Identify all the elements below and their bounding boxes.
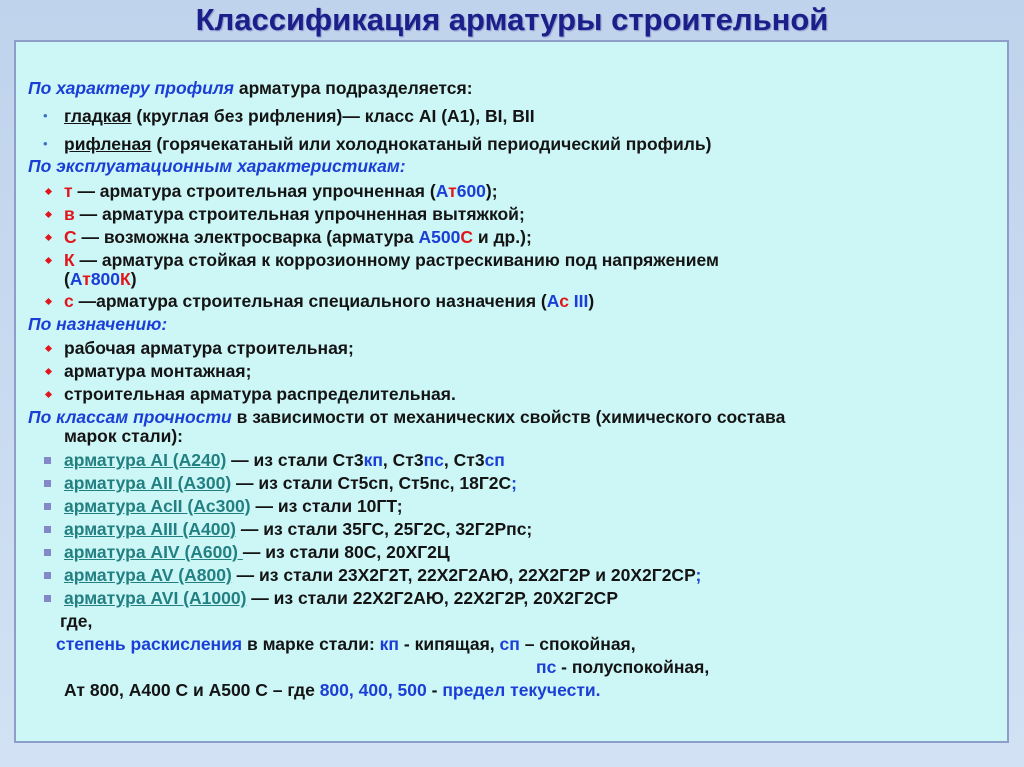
- list-item: арматура AIII (A400) — из стали 35ГС, 25Г2С, 32Г2Рпс;: [64, 519, 533, 539]
- note-deoxidation: степень раскисления в марке стали: кп - кипящая, сп – спокойная,: [56, 634, 636, 654]
- page-title: Классификация арматуры строительной: [195, 2, 829, 37]
- list-item: арматура AIV (A600) — из стали 80С, 20ХГ2Ц: [64, 542, 450, 562]
- bullet-square-icon: [44, 480, 51, 487]
- bullet-square-icon: [44, 457, 51, 464]
- bullet-diamond-icon: [45, 298, 52, 305]
- note-semikilled: пс - полуспокойная,: [536, 657, 710, 677]
- list-item: К — арматура стойкая к коррозионному растрескиванию под напряжением: [64, 250, 719, 270]
- bullet-diamond-icon: [45, 234, 52, 241]
- list-item: в — арматура строительная упрочненная вытяжкой;: [64, 204, 525, 224]
- class-link[interactable]: арматура AIII (A400): [64, 519, 237, 539]
- profile-heading: По характеру профиля арматура подразделяется:: [28, 78, 473, 98]
- list-item: строительная арматура распределительная.: [64, 384, 456, 404]
- list-item: гладкая (круглая без рифления)— класс AI (A1), BI, BII: [64, 106, 535, 126]
- note-where: где,: [60, 611, 93, 631]
- bullet-diamond-icon: [45, 345, 52, 352]
- bullet-diamond-icon: [45, 188, 52, 195]
- list-item: С — возможна электросварка (арматура А500С и др.);: [64, 227, 532, 247]
- bullet-dot-icon: •: [43, 136, 48, 151]
- bullet-diamond-icon: [45, 257, 52, 264]
- purpose-heading: По назначению:: [28, 314, 168, 334]
- bullet-square-icon: [44, 595, 51, 602]
- bullet-diamond-icon: [45, 211, 52, 218]
- bullet-square-icon: [44, 526, 51, 533]
- list-item: рифленая (горячекатаный или холоднокатаный периодический профиль): [64, 134, 712, 154]
- strength-heading-continuation: марок стали):: [64, 426, 184, 446]
- list-item: рабочая арматура строительная;: [64, 338, 354, 358]
- class-link[interactable]: арматура AVI (A1000): [64, 588, 247, 608]
- class-link[interactable]: арматура AcII (Ac300): [64, 496, 251, 516]
- list-item: арматура AcII (Ac300) — из стали 10ГТ;: [64, 496, 403, 516]
- list-item: арматура монтажная;: [64, 361, 252, 381]
- list-item-continuation: (Ат800К): [64, 269, 137, 289]
- bullet-square-icon: [44, 503, 51, 510]
- class-link[interactable]: арматура AIV (A600): [64, 542, 243, 562]
- bullet-diamond-icon: [45, 391, 52, 398]
- operational-heading: По эксплуатационным характеристикам:: [28, 156, 406, 176]
- list-item: с —арматура строительная специального назначения (Ас III): [64, 291, 595, 311]
- list-item: арматура AII (A300) — из стали Ст5сп, Ст5пс, 18Г2С;: [64, 473, 517, 493]
- bullet-dot-icon: •: [43, 108, 48, 123]
- content-panel: [14, 40, 1009, 743]
- list-item: т — арматура строительная упрочненная (Ат600);: [64, 181, 498, 201]
- bullet-square-icon: [44, 572, 51, 579]
- strength-heading: По классам прочности в зависимости от механических свойств (химического состава: [28, 407, 786, 427]
- class-link[interactable]: арматура AV (A800): [64, 565, 232, 585]
- class-link[interactable]: арматура AI (A240): [64, 450, 227, 470]
- class-link[interactable]: арматура AII (A300): [64, 473, 232, 493]
- list-item: арматура AI (A240) — из стали Ст3кп, Ст3пс, Ст3сп: [64, 450, 505, 470]
- list-item: арматура AV (A800) — из стали 23Х2Г2Т, 22Х2Г2АЮ, 22Х2Г2Р и 20Х2Г2СР;: [64, 565, 702, 585]
- bullet-diamond-icon: [45, 368, 52, 375]
- note-yield-strength: Ат 800, А400 С и А500 С – где 800, 400, 500 - предел текучести.: [64, 680, 601, 700]
- list-item: арматура AVI (A1000) — из стали 22Х2Г2АЮ, 22Х2Г2Р, 20Х2Г2СР: [64, 588, 618, 608]
- bullet-square-icon: [44, 549, 51, 556]
